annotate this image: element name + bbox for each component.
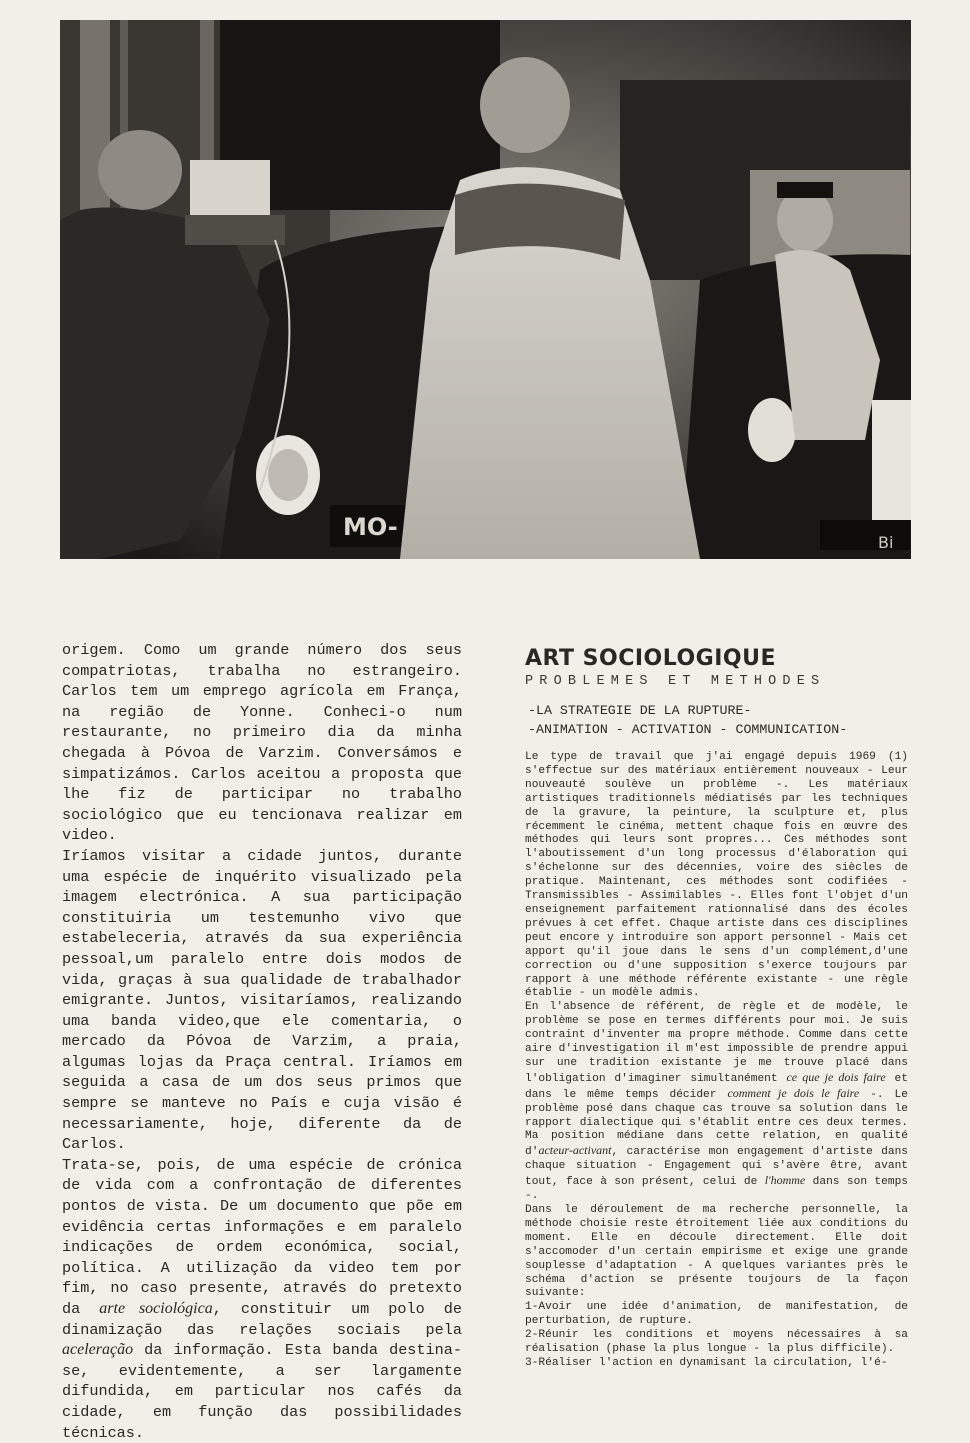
documentary-photo — [60, 20, 911, 559]
list-item: 2-Réunir les conditions et moyens nécessaires à sa réalisation (phase la plus longue - la plus difficile). — [525, 1329, 908, 1356]
strategy-heading: -LA STRATEGIE DE LA RUPTURE- — [528, 703, 752, 718]
paragraph: Trata-se, pois, de uma espécie de crónica de vida com a confrontação de diferentes pontos de vista. De um documento que põe em evidência certas informações e em paralelo indicações de ordem económica, social, política. A utilização da video tem por fim, no caso presente, através do pretexto da arte sociológica, constituir um polo de dinamização das relações sociais pela aceleração da informação. Esta banda destina-se, evidentemente, a ser largamente difundida, em particular nos cafés da cidade, em função das possibilidades técnicas. — [62, 1155, 462, 1442]
emphasis: ce que je dois faire — [786, 1069, 886, 1084]
paragraph: origem. Como um grande número dos seus compatriotas, trabalha no estrangeiro. Carlos tem um emprego agrícola em França, na região de Yonne. Conheci-o num restaurante, no primeiro dia da minha chegada à Póvoa de Varzim. Conversámos e simpatizámos. Carlos aceitou a proposta que lhe fiz de participar no trabalho sociológico que eu tencionava realizar em video. — [62, 641, 462, 845]
emphasis: arte sociológica — [99, 1300, 213, 1317]
portuguese-text-column — [62, 640, 462, 1443]
list-item: 1-Avoir une idée d'animation, de manifestation, de perturbation, de rupture. — [525, 1301, 908, 1328]
paragraph: Iríamos visitar a cidade juntos, durante uma espécie de inquérito visualizado pela imagem electrónica. A sua participação constituiria um testemunho vivo que estabeleceria, através da sua experiência pessoal,um paralelo entre dois modos de vida, graças à sua qualidade de trabalhador emigrante. Juntos, visitaríamos, realizando uma banda video,que ele comentaria, o mercado da Póvoa de Varzim, a praia, algumas lojas da Praça central. Iríamos em seguida a casa de um dos seus primos que sempre se manteve no País e cuja visão é necessariamente, hoje, diferente da de Carlos. — [62, 846, 462, 1154]
list-item: 3-Réaliser l'action en dynamisant la circulation, l'é- — [525, 1356, 888, 1369]
license-plate: MO- — [343, 513, 398, 541]
article-subtitle: PROBLEMES ET METHODES — [525, 674, 826, 689]
french-article-column — [525, 646, 908, 1371]
paragraph: Le type de travail que j'ai engagé depuis 1969 (1) s'effectue sur des matériaux entièrement nouveaux - Leur nouveauté soulève un problème -. Les matériaux artistiques traditionnels médiatisés par les techniques de la gravure, la peinture, la sculpture et, plus récemment le cinéma, mettent chaque fois en œuvre des méthodes qui leurs sont propres... Ces méthodes sont l'aboutissement d'un long processus d'élaboration qui s'échelonne sur des décennies, voire des siècles de pratique. Maintenant, ces méthodes sont codifiées - Transmissibles - Assimilables -. Elles font l'objet d'un enseignement parfaitement rationnalisé dans des écoles prévues à cet effet. Chaque artiste dans ces disciplines peut encore y introduire son apport personnel - Mais cet apport qu'il joue dans le sens d'un complément,d'une correction ou d'une supposition s'exerce toujours par rapport à une méthode référente existante - une règle établie - un modèle admis. — [525, 751, 908, 1000]
paragraph: En l'absence de référent, de règle et de modèle, le problème se pose en termes différents pour moi. Je suis contraint d'inventer ma propre méthode. Comme dans cette aire d'investigation il m'est impossible de prendre appui sur une tradition existante je me trouve placé dans l'obligation d'imaginer simultanément ce que je dois faire et dans le même temps décider comment je dois le faire -. Le problème posé dans chaque cas trouve sa solution dans le rapport dialectique qui s'établit entre ces deux termes. Ma position médiane dans cette relation, en qualité d'acteur-activant, caractérise mon engagement d'artiste dans chaque situation - Engagement qui s'avère être, avant tout, face à son présent, celui de l'homme dans son temps -. — [525, 1001, 908, 1203]
license-plate-2: Bi — [878, 533, 894, 552]
emphasis: l'homme — [764, 1173, 806, 1188]
article-body — [525, 751, 908, 1371]
strategy-keywords: -ANIMATION - ACTIVATION - COMMUNICATION- — [528, 722, 848, 737]
paragraph: Dans le déroulement de ma recherche personnelle, la méthode choisie reste étroitement liée aux conditions du moment. Elle en découle directement. Elle doit s'accomoder d'un certain empirisme et exige une grande souplesse d'adaptation - A quelques variantes près le schéma d'action se présente toujours de la façon suivante: — [525, 1204, 908, 1300]
photo-illustration — [60, 20, 911, 559]
article-title: ART SOCIOLOGIQUE — [525, 646, 776, 671]
emphasis: comment je dois le faire — [727, 1085, 860, 1100]
emphasis: aceleração — [62, 1341, 134, 1359]
emphasis: acteur-activant — [538, 1143, 612, 1158]
